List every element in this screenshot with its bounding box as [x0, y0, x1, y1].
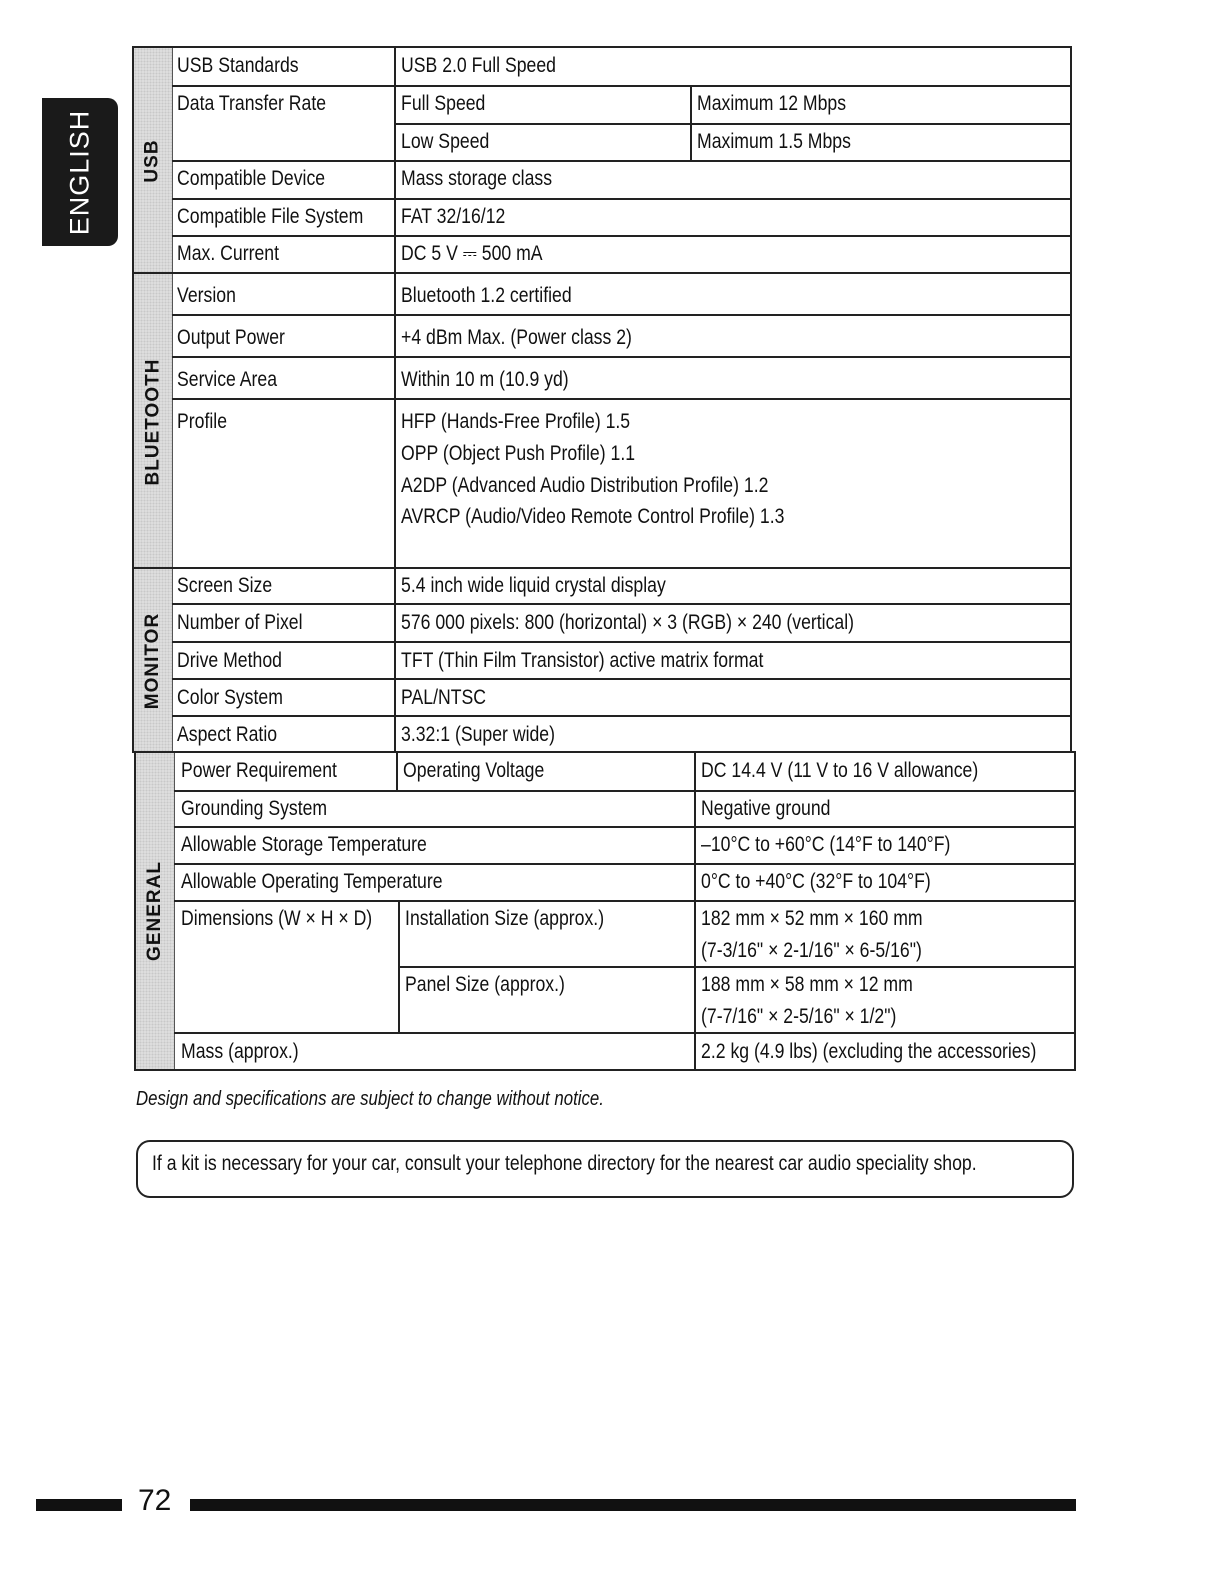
- language-tab-label: ENGLISH: [64, 109, 95, 235]
- pixel-label: Number of Pixel: [177, 611, 303, 634]
- panel-size-imperial: (7-7/16" × 2-5/16" × 1/2"): [701, 1005, 897, 1028]
- aspect-ratio-label: Aspect Ratio: [177, 723, 278, 746]
- section-band-bluetooth: [134, 274, 173, 569]
- section-label-bluetooth: BLUETOOTH: [142, 358, 163, 485]
- bt-output-power-label: Output Power: [177, 326, 285, 349]
- bt-profile-avrcp: AVRCP (Audio/Video Remote Control Profile) 1.3: [401, 505, 785, 528]
- bt-service-area-value: Within 10 m (10.9 yd): [401, 368, 569, 391]
- section-label-general: GENERAL: [144, 861, 165, 961]
- section-band-general: [136, 753, 175, 1069]
- dimensions-label: Dimensions (W × H × D): [181, 907, 373, 930]
- screen-size-label: Screen Size: [177, 574, 273, 597]
- bt-version-label: Version: [177, 284, 236, 307]
- color-system-value: PAL/NTSC: [401, 686, 486, 709]
- power-requirement-label: Power Requirement: [181, 759, 337, 782]
- panel-size-metric: 188 mm × 58 mm × 12 mm: [701, 973, 913, 996]
- data-transfer-rate-label: Data Transfer Rate: [177, 92, 327, 115]
- grounding-value: Negative ground: [701, 797, 831, 820]
- drive-method-value: TFT (Thin Film Transistor) active matrix format: [401, 649, 764, 672]
- bt-profile-opp: OPP (Object Push Profile) 1.1: [401, 442, 636, 465]
- panel-size-label: Panel Size (approx.): [405, 973, 565, 996]
- color-system-label: Color System: [177, 686, 283, 709]
- full-speed-value: Maximum 12 Mbps: [697, 92, 847, 115]
- operating-temp-label: Allowable Operating Temperature: [181, 870, 443, 893]
- drive-method-label: Drive Method: [177, 649, 282, 672]
- low-speed-label: Low Speed: [401, 130, 490, 153]
- footer-bar-right: [190, 1499, 1076, 1511]
- storage-temp-value: –10°C to +60°C (14°F to 140°F): [701, 833, 951, 856]
- operating-voltage-label: Operating Voltage: [403, 759, 545, 782]
- pixel-value: 576 000 pixels: 800 (horizontal) × 3 (RGB) × 240 (vertical): [401, 611, 855, 634]
- screen-size-value: 5.4 inch wide liquid crystal display: [401, 574, 666, 597]
- bt-service-area-label: Service Area: [177, 368, 278, 391]
- max-current-value: DC 5 V ⎓ 500 mA: [401, 242, 543, 265]
- section-band-monitor: [134, 569, 173, 753]
- spec-table-general: [134, 751, 1076, 1071]
- installation-size-label: Installation Size (approx.): [405, 907, 605, 930]
- bt-version-value: Bluetooth 1.2 certified: [401, 284, 572, 307]
- low-speed-value: Maximum 1.5 Mbps: [697, 130, 851, 153]
- compatible-device-label: Compatible Device: [177, 167, 326, 190]
- spec-table-upper: [132, 46, 1072, 753]
- spec-change-note: Design and specifications are subject to change without notice.: [136, 1088, 604, 1110]
- bt-output-power-value: +4 dBm Max. (Power class 2): [401, 326, 632, 349]
- section-label-usb: USB: [142, 139, 163, 183]
- compatible-fs-label: Compatible File System: [177, 205, 364, 228]
- section-band-usb: [134, 48, 173, 274]
- usb-standards-value: USB 2.0 Full Speed: [401, 54, 556, 77]
- grounding-label: Grounding System: [181, 797, 328, 820]
- aspect-ratio-value: 3.32:1 (Super wide): [401, 723, 555, 746]
- installation-size-imperial: (7-3/16" × 2-1/16" × 6-5/16"): [701, 939, 922, 962]
- section-label-monitor: MONITOR: [142, 612, 163, 710]
- kit-note-text: If a kit is necessary for your car, consult your telephone directory for the nearest car audio speciality shop.: [152, 1152, 977, 1175]
- compatible-device-value: Mass storage class: [401, 167, 553, 190]
- mass-value: 2.2 kg (4.9 lbs) (excluding the accessories): [701, 1040, 1037, 1063]
- operating-voltage-value: DC 14.4 V (11 V to 16 V allowance): [701, 759, 979, 782]
- installation-size-metric: 182 mm × 52 mm × 160 mm: [701, 907, 923, 930]
- page-number: 72: [138, 1484, 172, 1517]
- full-speed-label: Full Speed: [401, 92, 486, 115]
- bt-profile-hfp: HFP (Hands-Free Profile) 1.5: [401, 410, 631, 433]
- usb-standards-label: USB Standards: [177, 54, 299, 77]
- mass-label: Mass (approx.): [181, 1040, 299, 1063]
- footer-bar-left: [36, 1499, 122, 1511]
- bt-profile-label: Profile: [177, 410, 228, 433]
- max-current-label: Max. Current: [177, 242, 279, 265]
- bt-profile-a2dp: A2DP (Advanced Audio Distribution Profile) 1.2: [401, 474, 769, 497]
- storage-temp-label: Allowable Storage Temperature: [181, 833, 427, 856]
- compatible-fs-value: FAT 32/16/12: [401, 205, 506, 228]
- operating-temp-value: 0°C to +40°C (32°F to 104°F): [701, 870, 931, 893]
- language-tab: [42, 98, 118, 246]
